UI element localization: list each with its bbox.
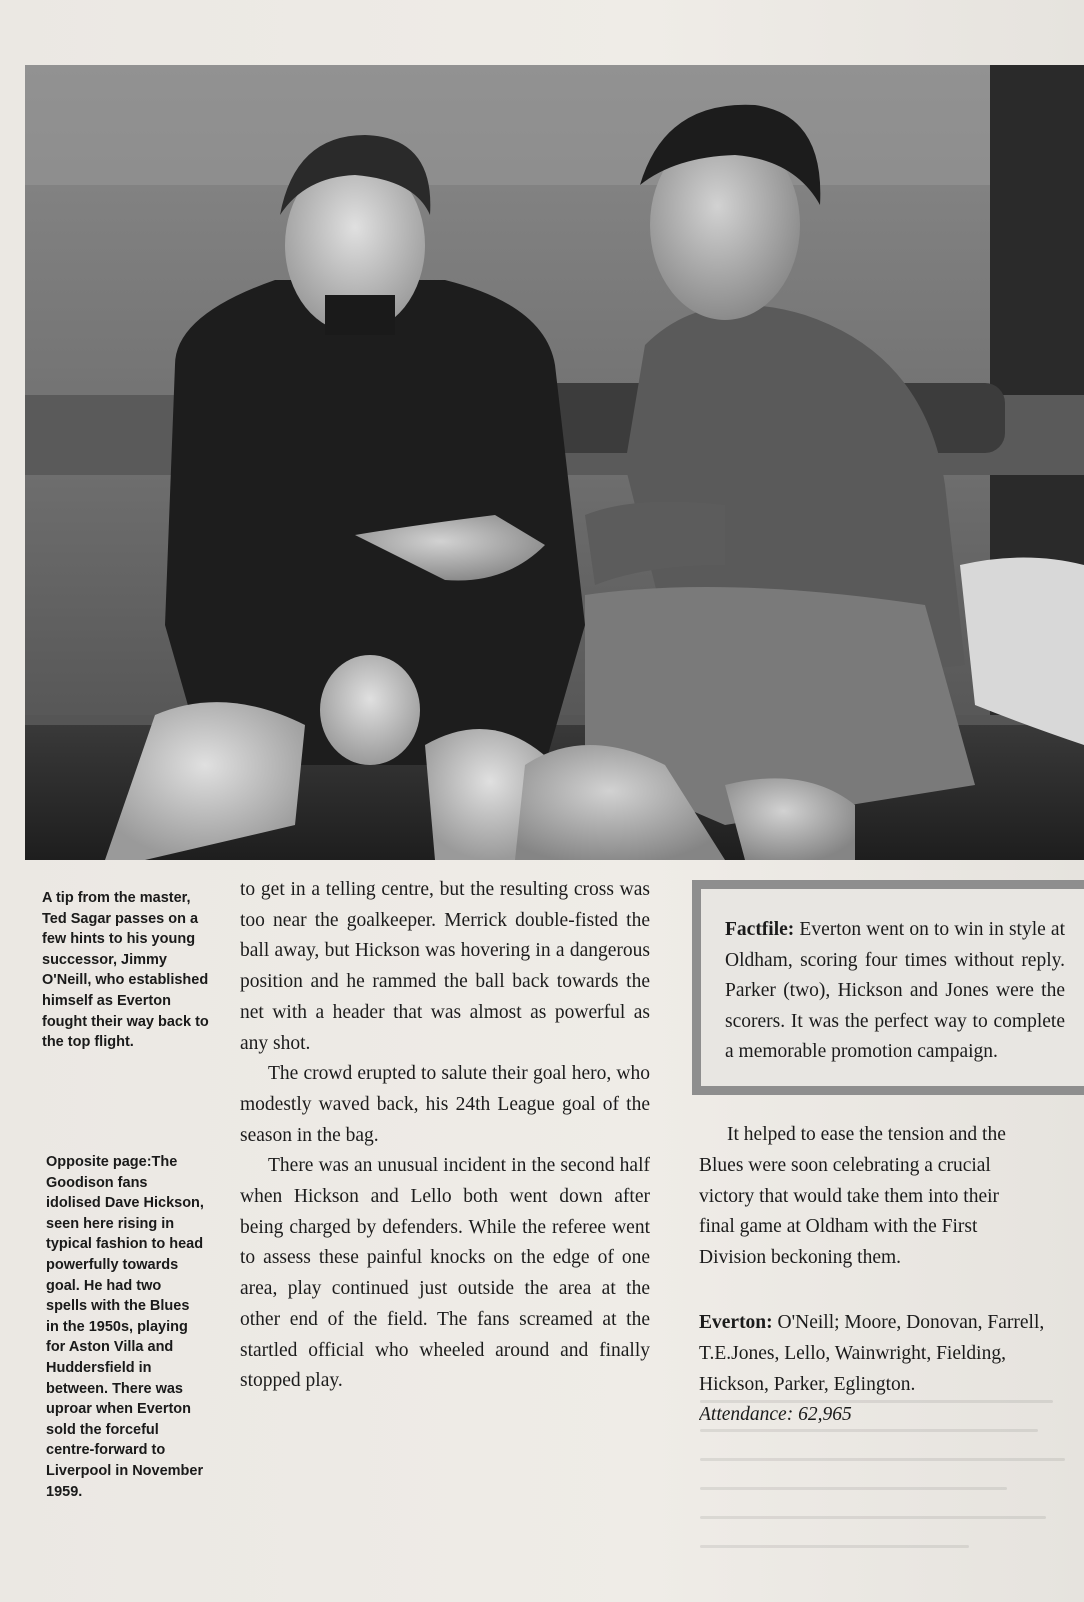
right-column: [699, 1120, 1084, 1274]
right-line-2: Blues were soon celebrating a crucial: [699, 1154, 991, 1176]
factfile-label: Factfile:: [725, 919, 795, 940]
lineup-line-3: Hickson, Parker, Eglington.: [699, 1373, 916, 1395]
bleed-through-text: [700, 1400, 1084, 1590]
lineup-players-1: O'Neill; Moore, Donovan, Farrell,: [772, 1312, 1045, 1333]
factfile-body: Everton went on to win in style at Oldham, scoring four times without reply. Parker (two), Hickson and Jones were the scorers. It was the perfect way to complete a memorable promotion campaign.: [725, 919, 1065, 1062]
attendance-text: Attendance: 62,965: [699, 1404, 852, 1426]
lineup-label: Everton:: [699, 1312, 773, 1333]
right-line-1: It helped to ease the tension and the: [727, 1124, 1006, 1145]
article-column: [240, 875, 650, 1397]
photo-two-players: [25, 65, 1084, 860]
right-line-5: Division beckoning them.: [699, 1247, 902, 1269]
article-paragraph-1: to get in a telling centre, but the resulting cross was too near the goalkeeper. Merrick double-fisted the ball away, but Hickson was hovering in a dangerous position and he rammed the ball back towards the net with a header that was almost as powerful as any shot.: [240, 879, 650, 1054]
opposite-page-caption: Opposite page:The Goodison fans idolised Dave Hickson, seen here rising in typical fashion to head powerfully towards goal. He had two spells with the Blues in the 1950s, playing for Aston Villa and Huddersfield in between. There was uproar when Everton sold the forceful centre-forward to Liverpool in November 1959.: [46, 1154, 204, 1500]
lineup-line-1: [699, 1308, 1084, 1339]
right-line-4: final game at Oldham with the First: [699, 1216, 978, 1238]
photo-caption: A tip from the master, Ted Sagar passes on a few hints to his young successor, Jimmy O'Neill, who established himself as Everton fought their way back to the top flight.: [42, 890, 209, 1051]
lineup-line-2: T.E.Jones, Lello, Wainwright, Fielding,: [699, 1342, 1006, 1364]
right-line-3: victory that would take them into their: [699, 1185, 1000, 1207]
article-paragraph-3: There was an unusual incident in the second half when Hickson and Lello both went down after being charged by defenders. While the referee went to assess these painful knocks on the edge of one area, play continued just outside the area at the other end of the field. The fans screamed at the startled official who wheeled around and finally stopped play.: [240, 1155, 650, 1392]
factfile-box: [692, 880, 1084, 1095]
factfile-text: [725, 915, 1065, 1068]
article-paragraph-2: The crowd erupted to salute their goal hero, who modestly waved back, his 24th League goal of the season in the bag.: [240, 1063, 650, 1146]
photo-illustration: [25, 65, 1084, 860]
